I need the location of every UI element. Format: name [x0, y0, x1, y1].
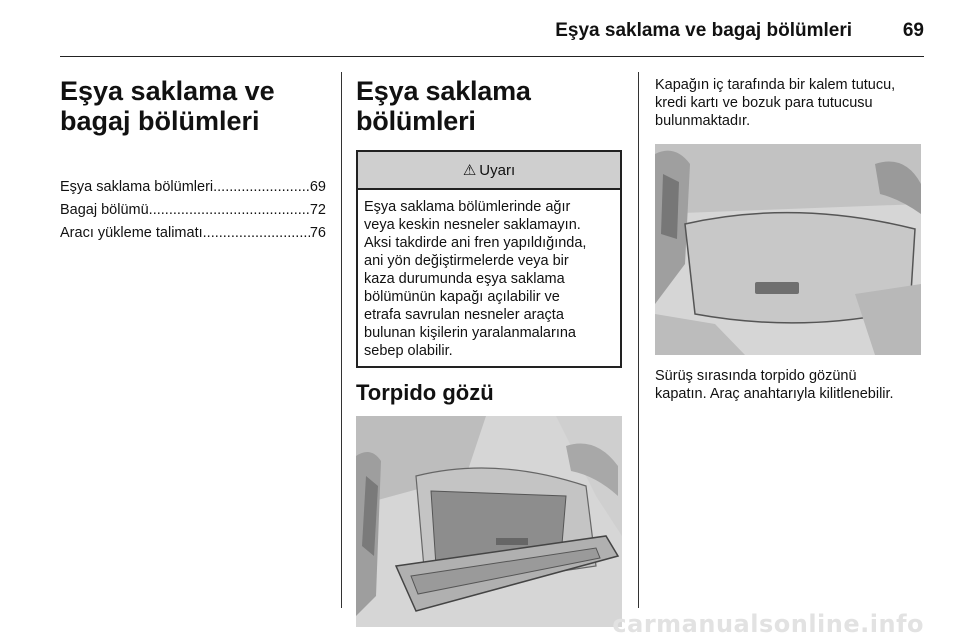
warning-title: Uyarı	[479, 161, 516, 179]
right-column	[655, 76, 921, 403]
middle-column	[356, 76, 622, 627]
toc-leader	[203, 222, 310, 245]
toc-entry-page: 69	[309, 179, 326, 195]
glovebox-closed-illustration	[655, 144, 921, 355]
watermark: carmanualsonline.info	[612, 610, 924, 638]
column-divider-right	[638, 72, 639, 608]
subsection-title: Torpido gözü	[356, 380, 494, 405]
table-of-contents	[60, 176, 326, 245]
column-divider-left	[341, 72, 342, 608]
header-title: Eşya saklama ve bagaj bölümleri	[555, 20, 852, 41]
chapter-title: Eşya saklama ve bagaj bölümleri	[60, 76, 275, 136]
left-column	[60, 76, 326, 245]
page-header	[60, 14, 924, 57]
toc-entry[interactable]	[60, 199, 326, 222]
warning-triangle-icon: ⚠	[462, 162, 477, 179]
toc-entry[interactable]	[60, 176, 326, 199]
page-number: 69	[902, 20, 924, 41]
warning-text: Eşya saklama bölümlerinde ağır veya keskin nesneler saklamayın. Aksi takdirde ani fren yapıldığında, ani yön değiştirmelerde veya bir kaza durumunda eşya saklama bölümünün kapağı açılabilir ve etrafa savrulan nesneler araçta bulunan kişilerin yaralanmalarına sebep olabilir.	[364, 199, 587, 359]
warning-header	[358, 152, 620, 190]
toc-entry[interactable]	[60, 222, 326, 245]
toc-leader	[213, 176, 310, 199]
toc-entry-page: 76	[309, 225, 326, 241]
paragraph-holders: Kapağın iç tarafında bir kalem tutucu, kredi kartı ve bozuk para tutucusu bulunmaktadır.	[655, 77, 896, 129]
glovebox-open-illustration	[356, 416, 622, 627]
toc-leader	[149, 199, 310, 222]
warning-box	[356, 150, 622, 368]
toc-entry-label: Bagaj bölümü	[60, 202, 149, 218]
paragraph-closing: Sürüş sırasında torpido gözünü kapatın. Araç anahtarıyla kilitlenebilir.	[655, 368, 894, 402]
toc-entry-label: Eşya saklama bölümleri	[60, 179, 214, 195]
section-title: Eşya saklama bölümleri	[356, 76, 531, 136]
toc-entry-label: Aracı yükleme talimatı	[60, 225, 203, 241]
toc-entry-page: 72	[309, 202, 326, 218]
